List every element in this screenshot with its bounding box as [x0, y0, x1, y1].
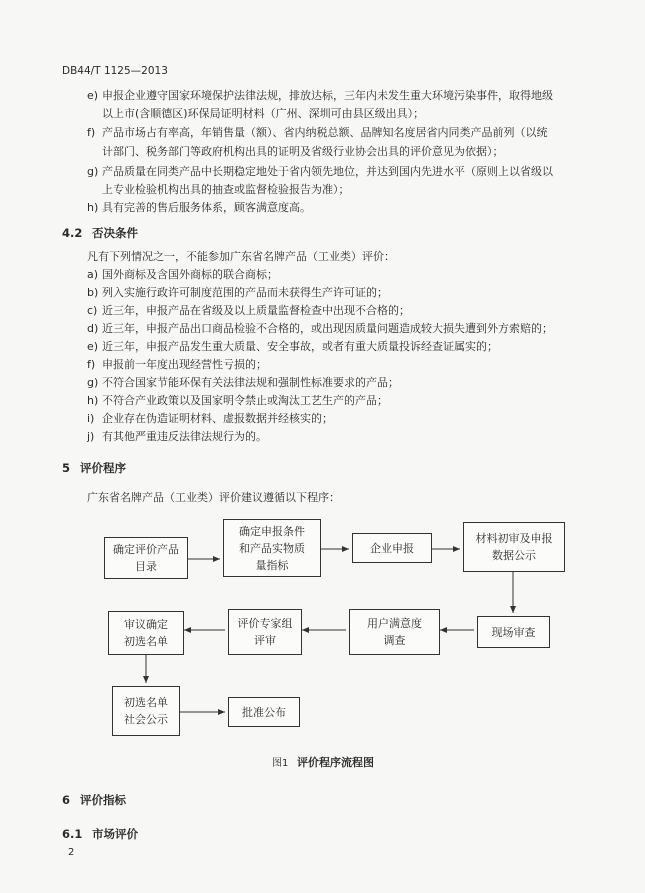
criterion-label: f): [87, 126, 96, 139]
item-label: j): [87, 430, 95, 443]
figure-number: 图1: [272, 758, 289, 769]
item-label: i): [87, 412, 95, 425]
section-title: 市场评价: [92, 827, 138, 841]
flow-box-enterprise-application: 企业申报: [352, 533, 432, 563]
flow-box-preliminary-review: 材料初审及申报 数据公示: [463, 522, 565, 572]
section-title: 评价程序: [80, 461, 126, 475]
section-intro: 凡有下列情况之一，不能参加广东省名牌产品（工业类）评价：: [87, 250, 395, 263]
criterion-text: 申报企业遵守国家环境保护法律法规，排放达标，三年内未发生重大环境污染事件，取得地级: [102, 89, 553, 102]
item-text: 有其他严重违反法律法规行为的。: [102, 430, 267, 443]
flow-box-product-catalog: 确定评价产品 目录: [104, 537, 188, 579]
item-label: d): [87, 322, 99, 335]
flow-box-public-notice: 初选名单 社会公示: [112, 686, 180, 736]
section-number: 5: [62, 461, 71, 475]
item-label: a): [87, 268, 99, 281]
flow-box-onsite-review: 现场审查: [477, 616, 550, 648]
item-text: 近三年，申报产品出口商品检验不合格的，或出现因质量问题造成较大损失遭到外方索赔的；: [102, 322, 553, 335]
section-title: 否决条件: [92, 226, 138, 240]
criterion-text: 产品市场占有率高，年销售量（额）、省内纳税总额、品牌知名度居省内同类产品前列（以统: [102, 126, 548, 139]
item-text: 国外商标及含国外商标的联合商标；: [102, 268, 278, 281]
item-text: 近三年，申报产品发生重大质量、安全事故，或者有重大质量投诉经查证属实的；: [102, 340, 498, 353]
criterion-text: 上专业检验机构出具的抽查或监督检验报告为准）；: [102, 183, 350, 196]
item-label: g): [87, 376, 99, 389]
criterion-text: 计部门、税务部门等政府机构出具的证明及省级行业协会出具的评价意见为依据）；: [102, 145, 504, 158]
item-label: h): [87, 394, 99, 407]
document-code: DB44/T 1125—2013: [62, 65, 168, 77]
section-title: 评价指标: [80, 793, 126, 807]
item-text: 列入实施行政许可制度范围的产品而未获得生产许可证的；: [102, 286, 388, 299]
criterion-text: 以上市(含顺德区)环保局证明材料（广州、深圳可由县区级出具）；: [102, 107, 425, 120]
item-text: 不符合国家节能环保有关法律法规和强制性标准要求的产品；: [102, 376, 399, 389]
criterion-label: h): [87, 201, 99, 214]
section-number: 6.1: [62, 827, 83, 841]
page-number: 2: [68, 847, 75, 858]
flow-box-shortlist: 审议确定 初选名单: [108, 611, 184, 655]
section-intro: 广东省名牌产品（工业类）评价建议遵循以下程序：: [87, 491, 340, 504]
item-text: 申报前一年度出现经营性亏损的；: [102, 358, 267, 371]
flow-box-approval: 批准公布: [228, 697, 300, 727]
criterion-text: 产品质量在同类产品中长期稳定地处于省内领先地位，并达到国内先进水平（原则上以省级以: [102, 165, 553, 178]
item-label: f): [87, 358, 96, 371]
item-label: e): [87, 340, 99, 353]
flow-box-criteria: 确定申报条件 和产品实物质 量指标: [223, 519, 321, 577]
item-label: b): [87, 286, 99, 299]
item-label: c): [87, 304, 98, 317]
section-number: 6: [62, 793, 71, 807]
figure-title: 评价程序流程图: [297, 756, 374, 769]
item-text: 近三年，申报产品在省级及以上质量监督检查中出现不合格的；: [102, 304, 410, 317]
item-text: 不符合产业政策以及国家明令禁止或淘汰工艺生产的产品；: [102, 394, 388, 407]
item-text: 企业存在伪造证明材料、虚报数据并经核实的；: [102, 412, 333, 425]
flow-box-expert-review: 评价专家组 评审: [228, 609, 302, 655]
criterion-text: 具有完善的售后服务体系，顾客满意度高。: [102, 201, 311, 214]
flow-box-satisfaction-survey: 用户满意度 调查: [349, 609, 440, 655]
criterion-label: e): [87, 89, 99, 102]
criterion-label: g): [87, 165, 99, 178]
section-number: 4.2: [62, 226, 83, 240]
